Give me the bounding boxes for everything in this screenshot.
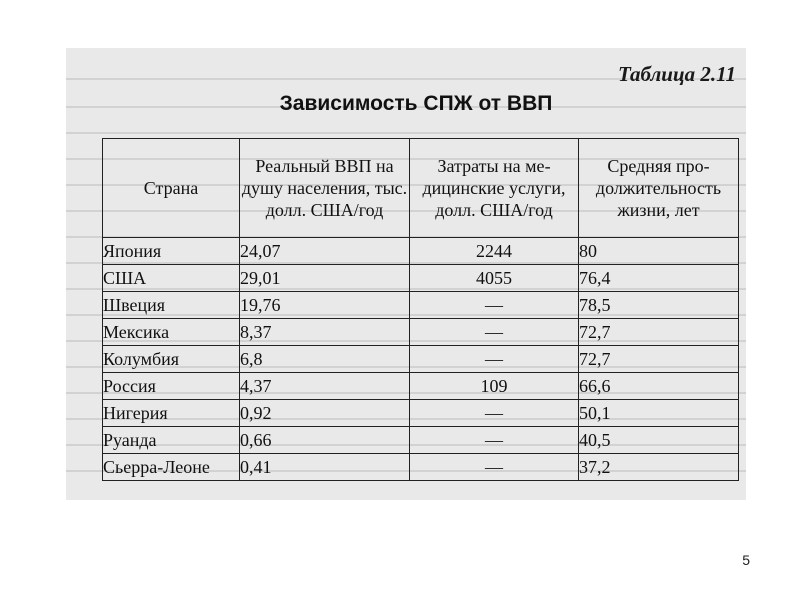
cell-gdp: 4,37 <box>240 373 410 400</box>
cell-country: Руанда <box>103 427 240 454</box>
cell-life-expectancy: 72,7 <box>579 319 739 346</box>
scanned-page <box>66 48 746 500</box>
cell-life-expectancy: 40,5 <box>579 427 739 454</box>
cell-life-expectancy: 78,5 <box>579 292 739 319</box>
cell-health-spending: 4055 <box>410 265 579 292</box>
cell-country: Сьерра-Леоне <box>103 454 240 481</box>
cell-country: Колумбия <box>103 346 240 373</box>
table-row <box>103 346 739 373</box>
bleed-line <box>66 132 746 134</box>
header-life-expectancy: Средняя продолжительность жизни, лет <box>579 139 739 238</box>
cell-country: Мексика <box>103 319 240 346</box>
cell-gdp: 19,76 <box>240 292 410 319</box>
cell-country: Швеция <box>103 292 240 319</box>
cell-health-spending: — <box>410 319 579 346</box>
data-table <box>102 138 739 481</box>
cell-health-spending: — <box>410 346 579 373</box>
table-row <box>103 373 739 400</box>
table-caption: Таблица 2.11 <box>617 62 736 86</box>
table-row <box>103 265 739 292</box>
cell-life-expectancy: 37,2 <box>579 454 739 481</box>
table-title: Зависимость СПЖ от ВВП <box>279 92 553 115</box>
cell-life-expectancy: 72,7 <box>579 346 739 373</box>
header-country: Страна <box>103 139 240 238</box>
header-health-spending: Затраты на медицинские услуги, долл. США/год <box>410 139 579 238</box>
cell-gdp: 8,37 <box>240 319 410 346</box>
table-row <box>103 427 739 454</box>
cell-gdp: 6,8 <box>240 346 410 373</box>
table-row <box>103 454 739 481</box>
cell-health-spending: 2244 <box>410 238 579 265</box>
cell-health-spending: 109 <box>410 373 579 400</box>
cell-gdp: 24,07 <box>240 238 410 265</box>
cell-gdp: 29,01 <box>240 265 410 292</box>
cell-gdp: 0,41 <box>240 454 410 481</box>
page-number: 5 <box>742 552 750 568</box>
cell-life-expectancy: 76,4 <box>579 265 739 292</box>
table-row <box>103 238 739 265</box>
table-row <box>103 319 739 346</box>
cell-country: Япония <box>103 238 240 265</box>
table-row <box>103 400 739 427</box>
cell-health-spending: — <box>410 427 579 454</box>
header-row <box>103 139 739 238</box>
table-row <box>103 292 739 319</box>
cell-country: США <box>103 265 240 292</box>
cell-life-expectancy: 66,6 <box>579 373 739 400</box>
header-gdp: Реальный ВВП на душу населения, тыс. долл. США/год <box>240 139 410 238</box>
cell-health-spending: — <box>410 292 579 319</box>
cell-gdp: 0,92 <box>240 400 410 427</box>
cell-health-spending: — <box>410 454 579 481</box>
cell-life-expectancy: 50,1 <box>579 400 739 427</box>
cell-country: Нигерия <box>103 400 240 427</box>
cell-life-expectancy: 80 <box>579 238 739 265</box>
cell-health-spending: — <box>410 400 579 427</box>
cell-country: Россия <box>103 373 240 400</box>
cell-gdp: 0,66 <box>240 427 410 454</box>
